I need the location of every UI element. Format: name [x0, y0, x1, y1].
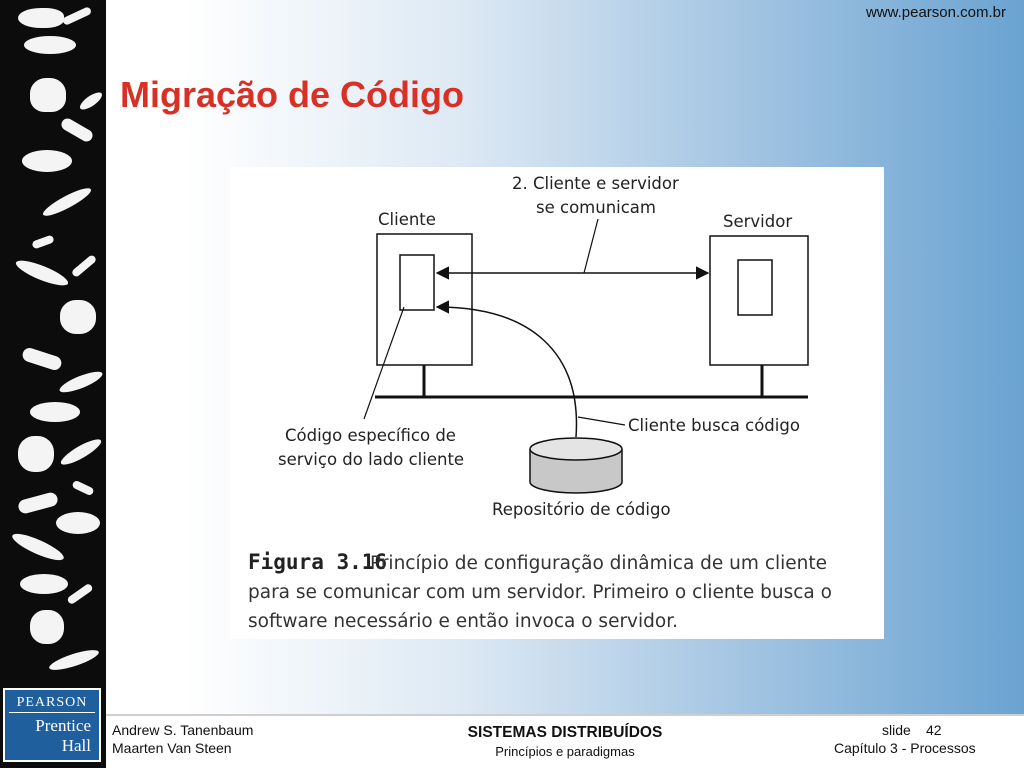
bird-icon	[13, 256, 70, 290]
bird-icon	[40, 184, 93, 220]
fetch-code-label: Cliente busca código	[628, 416, 800, 435]
site-url: www.pearson.com.br	[865, 4, 1006, 21]
rabbit-icon	[30, 78, 66, 112]
figure-panel	[230, 167, 884, 639]
fish-icon	[56, 512, 100, 534]
page-title: Migração de Código	[120, 74, 465, 115]
footer-slide-label: slide	[882, 722, 911, 738]
decorative-animal-strip	[0, 0, 106, 768]
figure-caption-line2: para se comunicar com um servidor. Primeiro o cliente busca o	[248, 582, 832, 603]
lobster-icon	[17, 491, 59, 515]
rabbit-icon	[60, 300, 96, 334]
specific-code-label-line2: serviço do lado cliente	[278, 450, 465, 469]
footer	[106, 714, 1024, 768]
bird-icon	[57, 368, 104, 396]
figure-caption-heading: Figura 3.16	[248, 550, 388, 574]
footer-chapter: Capítulo 3 - Processos	[834, 740, 976, 756]
logo-line-pearson: PEARSON	[9, 694, 95, 713]
fish-icon	[18, 8, 64, 28]
footer-slide-number: 42	[926, 722, 942, 738]
fetch-code-leader-line	[578, 417, 625, 425]
ant-icon	[71, 480, 94, 497]
server-module	[738, 260, 772, 315]
fish-icon	[24, 36, 76, 54]
footer-author-1: Andrew S. Tanenbaum	[112, 722, 254, 738]
logo-line-prentice: Prentice	[35, 716, 91, 735]
client-label: Cliente	[378, 210, 436, 229]
repository-label: Repositório de código	[492, 500, 671, 519]
communicate-leader-line	[584, 219, 598, 273]
footer-book-title: SISTEMAS DISTRIBUÍDOS	[467, 724, 663, 741]
fish-icon	[30, 402, 80, 422]
fish-icon	[22, 150, 72, 172]
lobster-icon	[21, 346, 63, 372]
footer-author-2: Maarten Van Steen	[112, 740, 232, 756]
specific-code-label-line1: Código específico de	[285, 426, 456, 445]
fish-icon	[20, 574, 68, 594]
lobster-icon	[59, 116, 94, 143]
rabbit-icon	[18, 436, 54, 472]
communicate-label-line1: 2. Cliente e servidor	[512, 174, 679, 193]
code-repository-top	[530, 438, 622, 460]
logo-line-hall: Hall	[61, 736, 91, 755]
lizard-icon	[71, 254, 98, 278]
ant-icon	[31, 234, 54, 249]
code-migration-diagram	[230, 167, 884, 639]
server-label: Servidor	[723, 212, 793, 231]
bird-icon	[58, 435, 104, 468]
bird-icon	[77, 89, 104, 112]
client-code-module	[400, 255, 434, 310]
pearson-prentice-hall-logo	[3, 688, 101, 762]
communicate-label-line2: se comunicam	[536, 198, 656, 217]
bird-icon	[10, 529, 67, 565]
lizard-icon	[62, 6, 93, 26]
footer-book-subtitle: Princípios e paradigmas	[495, 744, 635, 759]
lizard-icon	[66, 583, 94, 606]
figure-caption-line3: software necessário e então invoca o servidor.	[248, 611, 678, 632]
bird-icon	[47, 646, 100, 673]
rabbit-icon	[30, 610, 64, 644]
figure-caption-line1: Princípio de configuração dinâmica de um cliente	[370, 553, 828, 574]
